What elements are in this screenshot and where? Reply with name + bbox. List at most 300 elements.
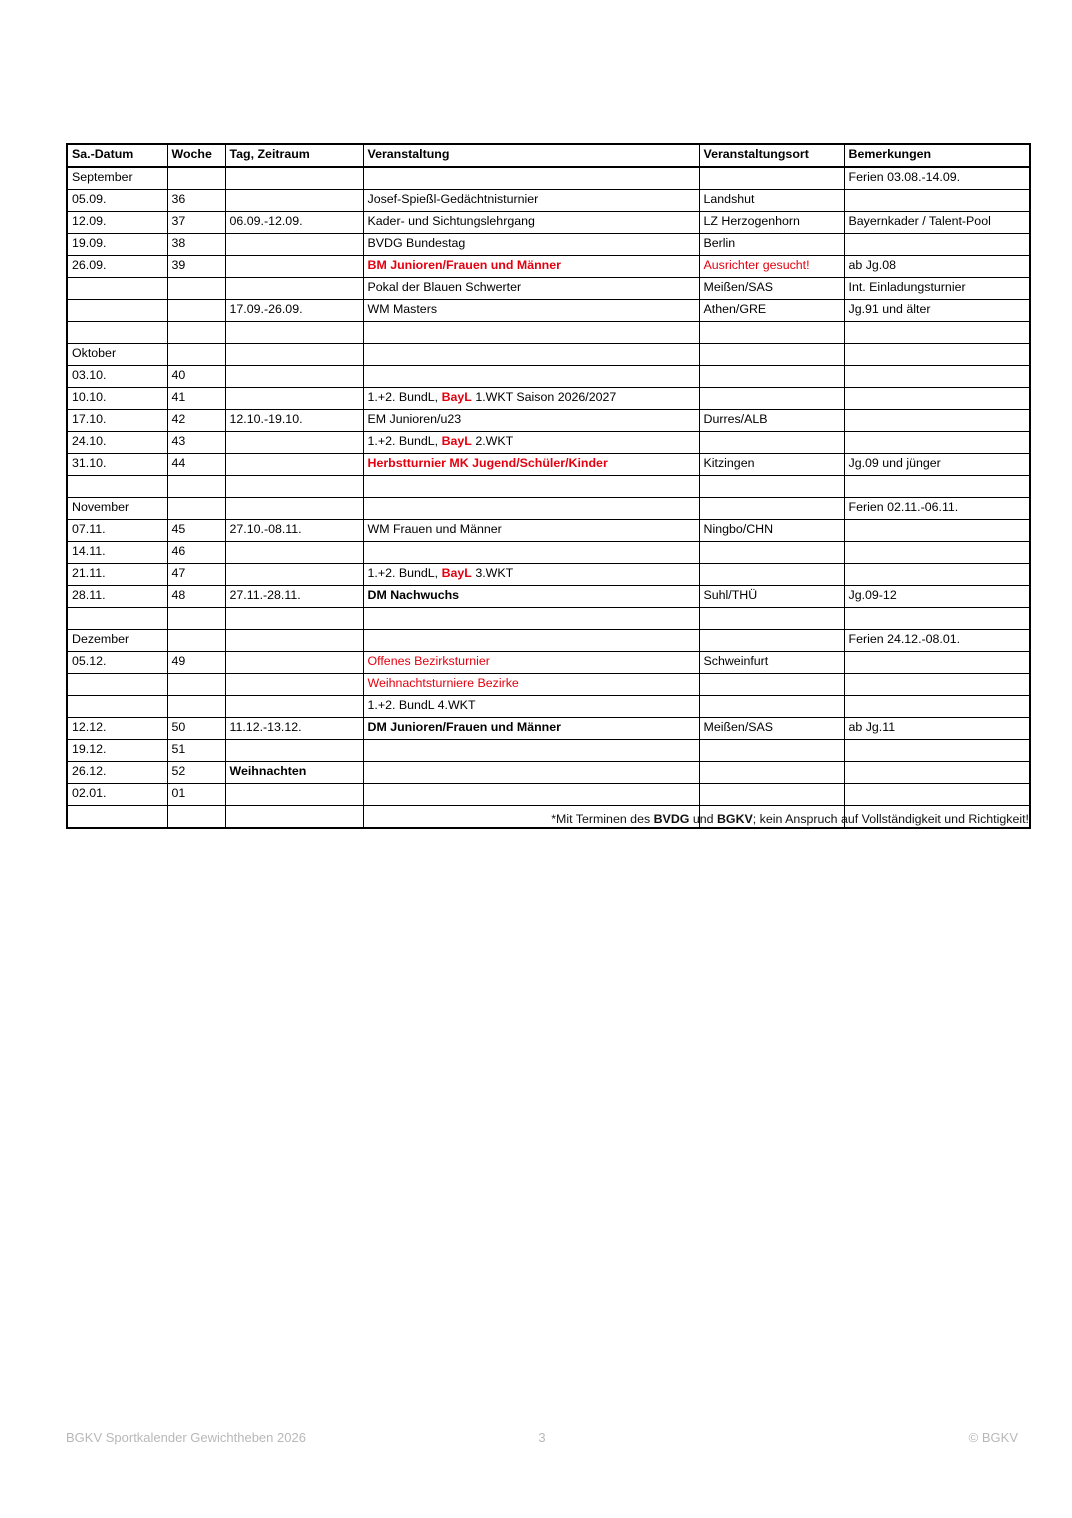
- cell-bemerkungen-text: Jg.91 und älter: [848, 302, 931, 317]
- cell-woche: [167, 388, 225, 410]
- cell-ort: [699, 190, 844, 212]
- table-row: [67, 300, 1030, 322]
- cell-veranstaltung-text: BM Junioren/Frauen und Männer: [367, 258, 561, 273]
- cell-ort: [699, 784, 844, 806]
- cell-bemerkungen: [844, 256, 1030, 278]
- cell-tag: [225, 344, 363, 366]
- cell-woche-text: 44: [171, 456, 186, 471]
- cell-datum: [67, 278, 167, 300]
- column-header-bemerkungen: Bemerkungen: [844, 144, 1030, 167]
- cell-woche: [167, 564, 225, 586]
- cell-ort: [699, 630, 844, 652]
- cell-datum: [67, 652, 167, 674]
- cell-veranstaltung: [363, 278, 699, 300]
- cell-tag: [225, 542, 363, 564]
- table-row: [67, 784, 1030, 806]
- cell-datum-text: 24.10.: [72, 434, 107, 449]
- footnote-suffix: ; kein Anspruch auf Vollständigkeit und Richtigkeit!: [752, 812, 1029, 826]
- cell-datum: [67, 762, 167, 784]
- cell-ort: [699, 410, 844, 432]
- cell-veranstaltung: [363, 344, 699, 366]
- cell-datum-text: 10.10.: [72, 390, 107, 405]
- cell-tag: [225, 476, 363, 498]
- cell-woche-text: 47: [171, 566, 186, 581]
- cell-ort: [699, 608, 844, 630]
- cell-veranstaltung-text: Weihnachtsturniere Bezirke: [367, 676, 519, 691]
- cell-tag: [225, 586, 363, 608]
- cell-woche: [167, 696, 225, 718]
- cell-bemerkungen: [844, 278, 1030, 300]
- table-row: [67, 432, 1030, 454]
- cell-datum: [67, 674, 167, 696]
- table-row: [67, 762, 1030, 784]
- cell-datum-text: 28.11.: [72, 588, 106, 603]
- cell-veranstaltung: [363, 366, 699, 388]
- cell-ort: [699, 718, 844, 740]
- cell-bemerkungen-text: ab Jg.11: [848, 720, 896, 735]
- cell-tag: [225, 410, 363, 432]
- veranstaltung-part-1: BayL: [441, 390, 472, 405]
- cell-bemerkungen: [844, 586, 1030, 608]
- cell-woche: [167, 190, 225, 212]
- cell-tag: [225, 234, 363, 256]
- column-header-woche: Woche: [167, 144, 225, 167]
- cell-tag: [225, 366, 363, 388]
- cell-woche: [167, 542, 225, 564]
- cell-datum: [67, 234, 167, 256]
- cell-bemerkungen: [844, 630, 1030, 652]
- cell-tag-text: 06.09.-12.09.: [229, 214, 303, 229]
- table-row: [67, 256, 1030, 278]
- cell-woche-text: 01: [171, 786, 186, 801]
- cell-ort-text: Berlin: [703, 236, 736, 251]
- cell-bemerkungen: [844, 167, 1030, 190]
- cell-woche: [167, 630, 225, 652]
- cell-bemerkungen-text: Ferien 03.08.-14.09.: [848, 170, 961, 185]
- cell-bemerkungen-text: Jg.09 und jünger: [848, 456, 941, 471]
- cell-tag: [225, 498, 363, 520]
- cell-tag: [225, 608, 363, 630]
- cell-datum: [67, 344, 167, 366]
- veranstaltung-part-2: 2.WKT: [471, 434, 514, 449]
- cell-bemerkungen: [844, 476, 1030, 498]
- cell-datum-text: 26.09.: [72, 258, 107, 273]
- cell-bemerkungen: [844, 564, 1030, 586]
- cell-woche: [167, 476, 225, 498]
- cell-ort: [699, 520, 844, 542]
- cell-veranstaltung-text: Offenes Bezirksturnier: [367, 654, 490, 669]
- cell-tag: [225, 278, 363, 300]
- cell-woche: [167, 234, 225, 256]
- veranstaltung-part-2: 1.WKT Saison 2026/2027: [471, 390, 617, 405]
- cell-ort-text: Kitzingen: [703, 456, 755, 471]
- cell-datum-text: 26.12.: [72, 764, 107, 779]
- cell-bemerkungen: [844, 454, 1030, 476]
- cell-datum-text: Dezember: [72, 632, 130, 647]
- table-row: [67, 740, 1030, 762]
- cell-datum-text: 12.12.: [72, 720, 107, 735]
- cell-veranstaltung: [363, 542, 699, 564]
- cell-ort: [699, 762, 844, 784]
- cell-bemerkungen: [844, 498, 1030, 520]
- cell-veranstaltung: [363, 564, 699, 586]
- veranstaltung-part-0: 1.+2. BundL,: [367, 434, 442, 449]
- cell-woche-text: 52: [171, 764, 186, 779]
- cell-bemerkungen-text: ab Jg.08: [848, 258, 897, 273]
- cell-woche-text: 50: [171, 720, 186, 735]
- footnote-mid: und: [689, 812, 717, 826]
- cell-tag: [225, 630, 363, 652]
- cell-bemerkungen-text: Bayernkader / Talent-Pool: [848, 214, 991, 229]
- cell-tag-text: 27.10.-08.11.: [229, 522, 302, 537]
- cell-woche-text: 40: [171, 368, 186, 383]
- cell-bemerkungen: [844, 410, 1030, 432]
- table-row: [67, 366, 1030, 388]
- table-row: [67, 718, 1030, 740]
- cell-veranstaltung: [363, 784, 699, 806]
- cell-tag: [225, 696, 363, 718]
- cell-tag-text: Weihnachten: [229, 764, 307, 779]
- cell-veranstaltung: [363, 674, 699, 696]
- spacer-row: [67, 322, 1030, 344]
- cell-ort: [699, 564, 844, 586]
- cell-datum-text: 05.09.: [72, 192, 107, 207]
- cell-datum: [67, 366, 167, 388]
- cell-tag: [225, 652, 363, 674]
- cell-woche: [167, 366, 225, 388]
- cell-woche: [167, 212, 225, 234]
- cell-bemerkungen: [844, 234, 1030, 256]
- cell-woche-text: 43: [171, 434, 186, 449]
- cell-datum: [67, 542, 167, 564]
- cell-datum-text: Oktober: [72, 346, 117, 361]
- cell-veranstaltung: [363, 630, 699, 652]
- cell-bemerkungen: [844, 322, 1030, 344]
- cell-veranstaltung: [363, 476, 699, 498]
- cell-datum-text: November: [72, 500, 130, 515]
- cell-ort-text: Meißen/SAS: [703, 280, 774, 295]
- cell-veranstaltung: [363, 454, 699, 476]
- cell-woche: [167, 432, 225, 454]
- cell-woche: [167, 167, 225, 190]
- cell-datum-text: 14.11.: [72, 544, 106, 559]
- veranstaltung-part-1: BayL: [441, 434, 472, 449]
- cell-veranstaltung-text: Josef-Spießl-Gedächtnisturnier: [367, 192, 539, 207]
- cell-datum: [67, 190, 167, 212]
- cell-datum-text: 31.10.: [72, 456, 107, 471]
- cell-bemerkungen: [844, 740, 1030, 762]
- cell-woche: [167, 300, 225, 322]
- cell-tag: [225, 718, 363, 740]
- cell-datum: [67, 388, 167, 410]
- table-row: [67, 586, 1030, 608]
- cell-woche-text: 37: [171, 214, 186, 229]
- cell-ort: [699, 300, 844, 322]
- cell-ort: [699, 432, 844, 454]
- cell-datum: [67, 696, 167, 718]
- cell-datum: [67, 212, 167, 234]
- cell-ort: [699, 212, 844, 234]
- cell-ort-text: Landshut: [703, 192, 755, 207]
- cell-datum: [67, 432, 167, 454]
- cell-ort: [699, 498, 844, 520]
- cell-veranstaltung-text: EM Junioren/u23: [367, 412, 462, 427]
- cell-datum-text: 17.10.: [72, 412, 107, 427]
- cell-woche: [167, 410, 225, 432]
- cell-woche: [167, 278, 225, 300]
- cell-tag: [225, 212, 363, 234]
- cell-bemerkungen: [844, 344, 1030, 366]
- cell-ort: [699, 740, 844, 762]
- cell-veranstaltung: [363, 167, 699, 190]
- cell-ort: [699, 366, 844, 388]
- cell-bemerkungen: [844, 718, 1030, 740]
- cell-veranstaltung-text: 1.+2. BundL 4.WKT: [367, 698, 476, 713]
- cell-ort-text: Meißen/SAS: [703, 720, 774, 735]
- cell-woche-text: 48: [171, 588, 186, 603]
- spacer-row: [67, 608, 1030, 630]
- cell-bemerkungen: [844, 388, 1030, 410]
- cell-woche-text: 39: [171, 258, 186, 273]
- cell-bemerkungen: [844, 212, 1030, 234]
- cell-ort-text: Ausrichter gesucht!: [703, 258, 810, 273]
- month-header-row: [67, 630, 1030, 652]
- cell-tag-text: 11.12.-13.12.: [229, 720, 302, 735]
- cell-ort: [699, 674, 844, 696]
- cell-bemerkungen: [844, 608, 1030, 630]
- cell-woche: [167, 322, 225, 344]
- cell-datum: [67, 167, 167, 190]
- cell-tag: [225, 564, 363, 586]
- cell-veranstaltung-text: Herbstturnier MK Jugend/Schüler/Kinder: [367, 456, 608, 471]
- cell-ort: [699, 542, 844, 564]
- cell-veranstaltung: [363, 696, 699, 718]
- cell-veranstaltung-text: WM Frauen und Männer: [367, 522, 502, 537]
- cell-tag: [225, 784, 363, 806]
- page-footer: [66, 1430, 1018, 1445]
- table-row: [67, 190, 1030, 212]
- table-row: [67, 564, 1030, 586]
- cell-ort-text: Schweinfurt: [703, 654, 769, 669]
- cell-veranstaltung-text: BVDG Bundestag: [367, 236, 466, 251]
- cell-datum-text: 03.10.: [72, 368, 107, 383]
- cell-bemerkungen-text: Ferien 02.11.-06.11.: [848, 500, 959, 515]
- cell-veranstaltung: [363, 388, 699, 410]
- cell-bemerkungen-text: Int. Einladungsturnier: [848, 280, 966, 295]
- cell-datum: [67, 718, 167, 740]
- cell-woche: [167, 344, 225, 366]
- cell-bemerkungen: [844, 674, 1030, 696]
- cell-tag: [225, 322, 363, 344]
- cell-datum-text: 05.12.: [72, 654, 107, 669]
- column-header-tag: Tag, Zeitraum: [225, 144, 363, 167]
- cell-datum-text: 19.09.: [72, 236, 107, 251]
- cell-ort-text: Durres/ALB: [703, 412, 768, 427]
- cell-woche-text: 46: [171, 544, 186, 559]
- cell-datum: [67, 476, 167, 498]
- footer-document-title: BGKV Sportkalender Gewichtheben 2026: [66, 1430, 306, 1445]
- cell-ort: [699, 322, 844, 344]
- cell-woche: [167, 762, 225, 784]
- veranstaltung-part-0: 1.+2. BundL,: [367, 390, 442, 405]
- veranstaltung-part-2: 3.WKT: [471, 566, 514, 581]
- cell-bemerkungen: [844, 190, 1030, 212]
- cell-veranstaltung: [363, 498, 699, 520]
- cell-tag: [225, 167, 363, 190]
- table-row: [67, 278, 1030, 300]
- table-row: [67, 212, 1030, 234]
- cell-woche-text: 38: [171, 236, 186, 251]
- cell-veranstaltung: [363, 212, 699, 234]
- table-row: [67, 454, 1030, 476]
- table-header-row: [67, 144, 1030, 167]
- cell-woche-text: 41: [171, 390, 186, 405]
- cell-ort: [699, 344, 844, 366]
- cell-datum: [67, 520, 167, 542]
- cell-tag: [225, 388, 363, 410]
- cell-datum-text: 02.01.: [72, 786, 107, 801]
- cell-bemerkungen-text: Ferien 24.12.-08.01.: [848, 632, 961, 647]
- veranstaltung-part-1: BayL: [441, 566, 472, 581]
- cell-veranstaltung: [363, 762, 699, 784]
- cell-woche: [167, 784, 225, 806]
- cell-bemerkungen: [844, 542, 1030, 564]
- table-row: [67, 410, 1030, 432]
- cell-veranstaltung: [363, 520, 699, 542]
- cell-ort-text: Athen/GRE: [703, 302, 767, 317]
- table-row: [67, 652, 1030, 674]
- cell-tag: [225, 256, 363, 278]
- cell-woche-text: 45: [171, 522, 186, 537]
- cell-datum-text: 07.11.: [72, 522, 106, 537]
- cell-veranstaltung: [363, 300, 699, 322]
- cell-bemerkungen: [844, 520, 1030, 542]
- cell-woche-text: 36: [171, 192, 186, 207]
- cell-woche: [167, 608, 225, 630]
- cell-veranstaltung-text: Pokal der Blauen Schwerter: [367, 280, 522, 295]
- cell-veranstaltung: [363, 718, 699, 740]
- cell-veranstaltung: [363, 410, 699, 432]
- cell-datum: [67, 608, 167, 630]
- cell-bemerkungen: [844, 300, 1030, 322]
- footer-page-number: 3: [538, 1430, 546, 1445]
- cell-ort: [699, 652, 844, 674]
- cell-veranstaltung-text: DM Junioren/Frauen und Männer: [367, 720, 561, 735]
- cell-veranstaltung: [363, 322, 699, 344]
- cell-woche-text: 42: [171, 412, 186, 427]
- cell-ort: [699, 167, 844, 190]
- table-body: [67, 167, 1030, 828]
- cell-ort: [699, 454, 844, 476]
- cell-woche: [167, 586, 225, 608]
- cell-ort: [699, 586, 844, 608]
- cell-bemerkungen: [844, 696, 1030, 718]
- spacer-row: [67, 476, 1030, 498]
- cell-datum: [67, 454, 167, 476]
- cell-bemerkungen: [844, 784, 1030, 806]
- cell-veranstaltung: [363, 190, 699, 212]
- cell-ort-text: LZ Herzogenhorn: [703, 214, 800, 229]
- cell-ort: [699, 388, 844, 410]
- cell-woche: [167, 454, 225, 476]
- table-row: [67, 234, 1030, 256]
- cell-woche: [167, 520, 225, 542]
- sport-calendar-table: [66, 143, 1031, 829]
- cell-datum: [67, 740, 167, 762]
- cell-tag: [225, 520, 363, 542]
- cell-tag: [225, 432, 363, 454]
- cell-datum: [67, 784, 167, 806]
- cell-datum-text: September: [72, 170, 133, 185]
- cell-tag-text: 17.09.-26.09.: [229, 302, 303, 317]
- cell-ort: [699, 476, 844, 498]
- cell-woche: [167, 652, 225, 674]
- table-row: [67, 674, 1030, 696]
- cell-veranstaltung: [363, 740, 699, 762]
- cell-woche: [167, 674, 225, 696]
- table-row: [67, 520, 1030, 542]
- cell-tag: [225, 454, 363, 476]
- cell-datum-text: 21.11.: [72, 566, 106, 581]
- column-header-veranstaltung: Veranstaltung: [363, 144, 699, 167]
- cell-veranstaltung-text: Kader- und Sichtungslehrgang: [367, 214, 535, 229]
- cell-veranstaltung: [363, 432, 699, 454]
- cell-ort: [699, 696, 844, 718]
- cell-tag: [225, 300, 363, 322]
- cell-tag-text: 27.11.-28.11.: [229, 588, 301, 603]
- cell-datum: [67, 256, 167, 278]
- cell-bemerkungen: [844, 432, 1030, 454]
- cell-woche: [167, 256, 225, 278]
- cell-tag: [225, 674, 363, 696]
- cell-veranstaltung-text: DM Nachwuchs: [367, 588, 460, 603]
- column-header-datum: Sa.-Datum: [67, 144, 167, 167]
- cell-tag: [225, 762, 363, 784]
- cell-bemerkungen-text: Jg.09-12: [848, 588, 897, 603]
- cell-woche-text: 49: [171, 654, 186, 669]
- cell-datum: [67, 564, 167, 586]
- cell-tag-text: 12.10.-19.10.: [229, 412, 303, 427]
- cell-ort: [699, 256, 844, 278]
- cell-bemerkungen: [844, 762, 1030, 784]
- cell-ort: [699, 234, 844, 256]
- cell-woche: [167, 498, 225, 520]
- cell-veranstaltung: [363, 586, 699, 608]
- cell-datum: [67, 300, 167, 322]
- cell-datum-text: 12.09.: [72, 214, 107, 229]
- cell-woche-text: 51: [171, 742, 186, 757]
- cell-veranstaltung: [363, 608, 699, 630]
- footer-copyright: © BGKV: [968, 1430, 1018, 1445]
- cell-datum: [67, 498, 167, 520]
- cell-bemerkungen: [844, 366, 1030, 388]
- cell-datum: [67, 586, 167, 608]
- cell-tag: [225, 740, 363, 762]
- cell-veranstaltung-text: WM Masters: [367, 302, 438, 317]
- veranstaltung-part-0: 1.+2. BundL,: [367, 566, 442, 581]
- footnote-prefix: *Mit Terminen des: [551, 812, 654, 826]
- month-header-row: [67, 344, 1030, 366]
- table-footnote: [66, 812, 1029, 826]
- cell-datum: [67, 322, 167, 344]
- month-header-row: [67, 167, 1030, 190]
- table-row: [67, 388, 1030, 410]
- cell-woche: [167, 718, 225, 740]
- cell-tag: [225, 190, 363, 212]
- cell-ort-text: Suhl/THÜ: [703, 588, 758, 603]
- cell-bemerkungen: [844, 652, 1030, 674]
- table-row: [67, 696, 1030, 718]
